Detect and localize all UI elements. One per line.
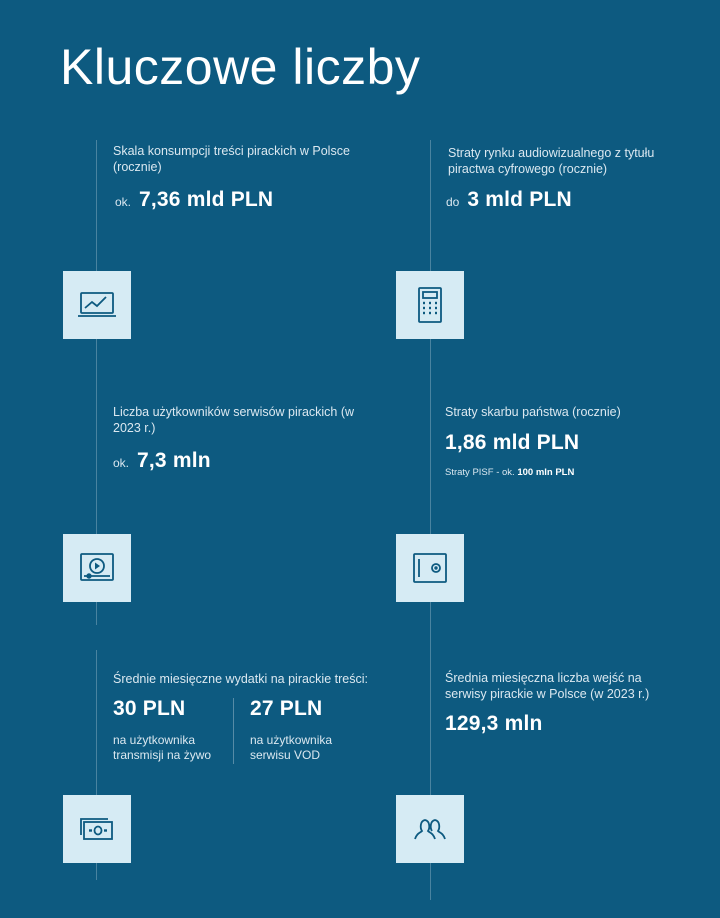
- card-value: 1,86 mld PLN: [445, 431, 580, 454]
- note-prefix: Straty PISF - ok.: [445, 467, 515, 478]
- users-icon: [396, 795, 464, 863]
- card-value: 3 mld PLN: [467, 188, 572, 211]
- divider-line: [430, 140, 431, 900]
- value-prefix: ok.: [115, 195, 132, 209]
- card-label: Straty rynku audiowizualnego z tytułu piractwa cyfrowego (rocznie): [448, 146, 655, 176]
- card-sub-desc: [250, 733, 332, 763]
- card-value: 7,3 mln: [137, 449, 211, 472]
- card-label: Liczba użytkowników serwisów pirackich (w 2023 r.): [113, 405, 355, 435]
- card-value-row: [445, 712, 543, 736]
- card-note: [445, 467, 574, 478]
- card-value-row: [113, 449, 211, 473]
- card-value-row: [445, 431, 579, 455]
- card-label: Średnia miesięczna liczba wejść na serwisy pirackie w Polsce (w 2023 r.): [445, 671, 650, 701]
- sub-desc-line: transmisji na żywo: [113, 748, 212, 762]
- money-icon: [63, 795, 131, 863]
- safe-icon: [396, 534, 464, 602]
- card-value-row: [115, 188, 273, 212]
- card-value: 27 PLN: [250, 697, 323, 720]
- card-value-row: [446, 188, 572, 212]
- calculator-icon: [396, 271, 464, 339]
- card-value-row: [113, 697, 185, 721]
- value-prefix: ok.: [113, 456, 130, 470]
- card-label: Średnie miesięczne wydatki na pirackie treści:: [113, 672, 368, 686]
- card-sub-desc: [113, 733, 211, 763]
- note-value: 100 mln PLN: [517, 467, 575, 478]
- card-value: 7,36 mld PLN: [139, 188, 274, 211]
- sub-desc-line: na użytkownika: [113, 733, 196, 747]
- page-title: Kluczowe liczby: [60, 39, 421, 95]
- card-label: Straty skarbu państwa (rocznie): [445, 405, 621, 419]
- sub-desc-line: na użytkownika: [250, 733, 333, 747]
- value-prefix: do: [446, 195, 460, 209]
- card-value: 30 PLN: [113, 697, 186, 720]
- chart-monitor-icon: [63, 271, 131, 339]
- card-label: Skala konsumpcji treści pirackich w Polsce (rocznie): [113, 144, 350, 174]
- sub-desc-line: serwisu VOD: [250, 748, 321, 762]
- video-player-icon: [63, 534, 131, 602]
- card-value: 129,3 mln: [445, 712, 543, 735]
- card-value-row: [250, 697, 322, 721]
- sub-separator: [233, 698, 234, 764]
